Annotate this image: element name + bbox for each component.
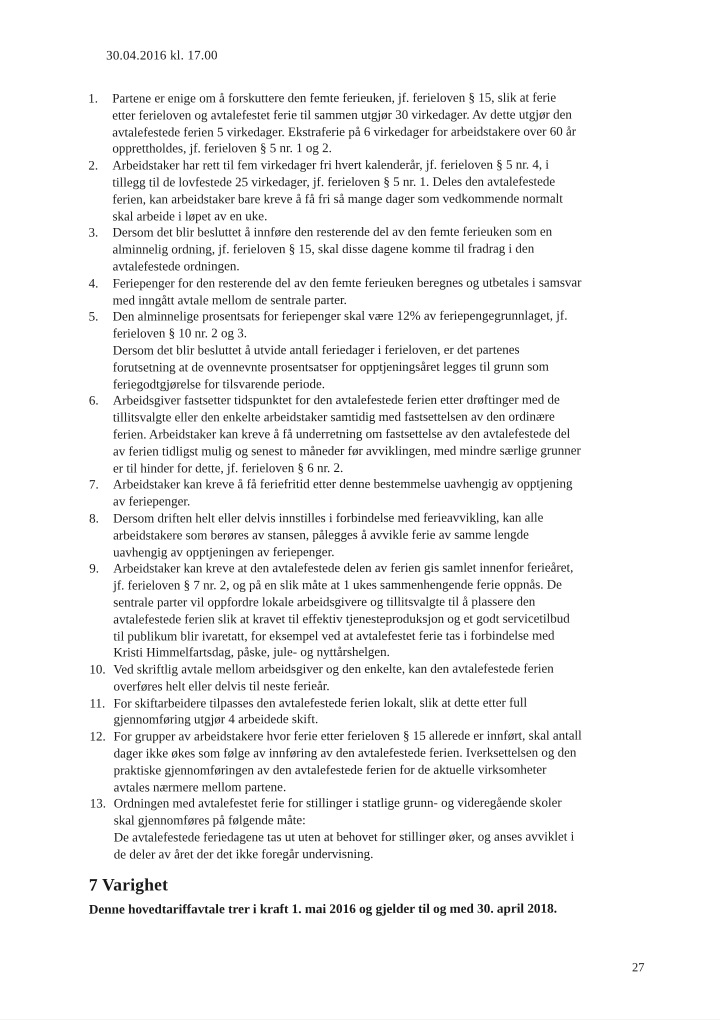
section-body: Denne hovedtariffavtale trer i kraft 1. mai 2016 og gjelder til og med 30. april 2018. <box>88 900 558 917</box>
list-item <box>89 660 675 695</box>
paragraph: Dersom det blir besluttet å utvide antall feriedager i ferieloven, er det partenes forutsetning at de ovennevnte prosentsatser for opptjeningsåret legges til grunn som feriegodtgjørelse for tilsvarende periode. <box>112 341 549 392</box>
list-item <box>90 795 676 863</box>
list-item-number: 10. <box>89 661 106 677</box>
list-item <box>88 224 674 276</box>
list-item-number: 1. <box>88 90 98 106</box>
list-item-number: 8. <box>89 510 99 526</box>
list-item-number: 6. <box>88 392 99 408</box>
paragraph: Ordningen med avtalefestet ferie for stillinger i statlige grunn- og videregående skoler skal gjennomføres på følgende måte: <box>113 795 562 828</box>
list-item-text <box>113 308 675 393</box>
list-item-text <box>112 224 674 276</box>
list-item-text <box>113 660 675 695</box>
list-item-number: 12. <box>89 728 106 744</box>
paragraph: Dersom driften helt eller delvis innstilles i forbindelse med ferieavvikling, kan alle arbeidstakere som berøres av stansen, pålegges å avvikle ferie av samme lengde uavhengig av opptjeningen av feriepenger. <box>113 509 544 560</box>
list-item-number: 2. <box>88 157 99 173</box>
section-heading: 7 Varighet <box>88 874 169 895</box>
list-item-number: 5. <box>88 308 99 324</box>
list-item-text <box>113 476 675 511</box>
list-item-text <box>114 795 676 863</box>
list-item-text <box>113 392 675 477</box>
header-date: 30.04.2016 kl. 17.00 <box>106 47 218 63</box>
section-varighet <box>89 873 675 917</box>
paragraph: For skiftarbeidere tilpasses den avtalefestede ferien lokalt, slik at dette etter full gjennomføring utgjør 4 arbeidede skift. <box>113 694 528 728</box>
paragraph: Arbeidstaker har rett til fem virkedager fri hvert kalenderår, jf. ferieloven § 5 nr. 4, i tillegg til de lovfestede 25 virkedager, jf. ferieloven § 5 nr. 1. Deles den avtalefestede ferien, kan arbeidstaker bare kreve å få fri så mange dager som vedkommende normalt skal arbeide i løpet av en uke. <box>112 156 563 224</box>
paragraph: Feriepenger for den resterende del av den femte ferieuken beregnes og utbetales i samsvar med inngått avtale mellom de sentrale parter. <box>112 274 582 308</box>
paragraph: Arbeidstaker kan kreve å få feriefritid etter denne bestemmelse uavhengig av opptjening av feriepenger. <box>112 475 573 509</box>
list-item <box>88 157 674 225</box>
paragraph: De avtalefestede feriedagene tas ut uten at behovet for stillinger øker, og anses avviklet i de deler av året der det ikke foregår undervisning. <box>113 828 575 862</box>
list-item <box>89 476 675 511</box>
list-item-number: 9. <box>89 560 99 576</box>
list-item-text <box>113 509 675 561</box>
list-item <box>89 694 675 729</box>
list-item-number: 4. <box>88 275 99 291</box>
list-item-text <box>114 728 676 796</box>
paragraph: Ved skriftlig avtale mellom arbeidsgiver og den enkelte, kan den avtalefestede ferien overføres helt eller delvis til neste ferieår. <box>113 660 554 694</box>
list-item-text <box>113 694 675 729</box>
list-item <box>90 728 676 796</box>
list-item <box>89 560 675 662</box>
paragraph: For grupper av arbeidstakere hvor ferie etter ferieloven § 15 allerede er innført, skal antall dager ikke økes som følge av innføring av den avtalefestede ferien. Iverksettelsen og den praktiske gjennomføringen av den avtalefestede ferien for de aktuelle virksomheter avtales nærmere mellom partene. <box>113 727 582 795</box>
list-item <box>89 308 675 393</box>
list-item-number: 13. <box>89 796 106 812</box>
list-item <box>89 392 675 477</box>
page-number: 27 <box>632 960 645 975</box>
list-item-text <box>113 560 675 662</box>
paragraph: Partene er enige om å forskuttere den femte ferieuken, jf. ferieloven § 15, slik at ferie etter ferieloven og avtalefestet ferie til sammen utgjør 30 virkedager. Av dette utgjør den avtalefestede ferien 5 virkedager. Ekstraferie på 6 virkedager for arbeidstakere over 60 år opprettholdes, jf. ferieloven § 5 nr. 1 og 2. <box>112 89 577 156</box>
list-item-text <box>112 157 674 225</box>
paragraph: Den alminnelige prosentsats for feriepenger skal være 12% av feriepengegrunnlaget, jf. ferieloven § 10 nr. 2 og 3. <box>112 307 568 341</box>
list-item <box>89 274 675 309</box>
list-item-text <box>113 274 675 309</box>
list-item-text <box>112 89 674 157</box>
paragraph: Arbeidsgiver fastsetter tidspunktet for den avtalefestede ferien etter drøftinger med de tillitsvalgte eller den enkelte arbeidstaker samtidig med fastsettelsen av den ordinære ferien. Arbeidstaker kan kreve å få underretning om fastsettelse av den avtalefestede del av ferien tidligst mulig og senest to måneder før avviklingen, med mindre særlige grunner er til hinder for dette, jf. ferieloven § 6 nr. 2. <box>112 391 581 476</box>
paragraph: Dersom det blir besluttet å innføre den resterende del av den femte ferieuken som en alminnelig ordning, jf. ferieloven § 15, skal disse dagene komme til fradrag i den avtalefestede ordningen. <box>112 223 553 274</box>
list-item-number: 3. <box>88 224 99 240</box>
list-item-number: 7. <box>88 476 99 492</box>
paragraph: Arbeidstaker kan kreve at den avtalefestede delen av ferien gis samlet innenfor ferieåret, jf. ferieloven § 7 nr. 2, og på en slik måte at 1 ukes sammenhengende ferie oppnås. De sentrale parter vil oppfordre lokale arbeidsgivere og tillitsvalgte til å plassere den avtalefestede ferien slik at kravet til effektiv tjenesteproduksjon og et godt servicetilbud til publikum blir ivaretatt, for eksempel ved at avtalefestet ferie tas i forbindelse med Kristi Himmelfartsdag, påske, jule- og nyttårshelgen. <box>113 559 574 660</box>
numbered-list <box>88 89 676 863</box>
list-item-number: 11. <box>89 695 106 711</box>
list-item <box>89 509 675 561</box>
list-item <box>88 89 674 157</box>
